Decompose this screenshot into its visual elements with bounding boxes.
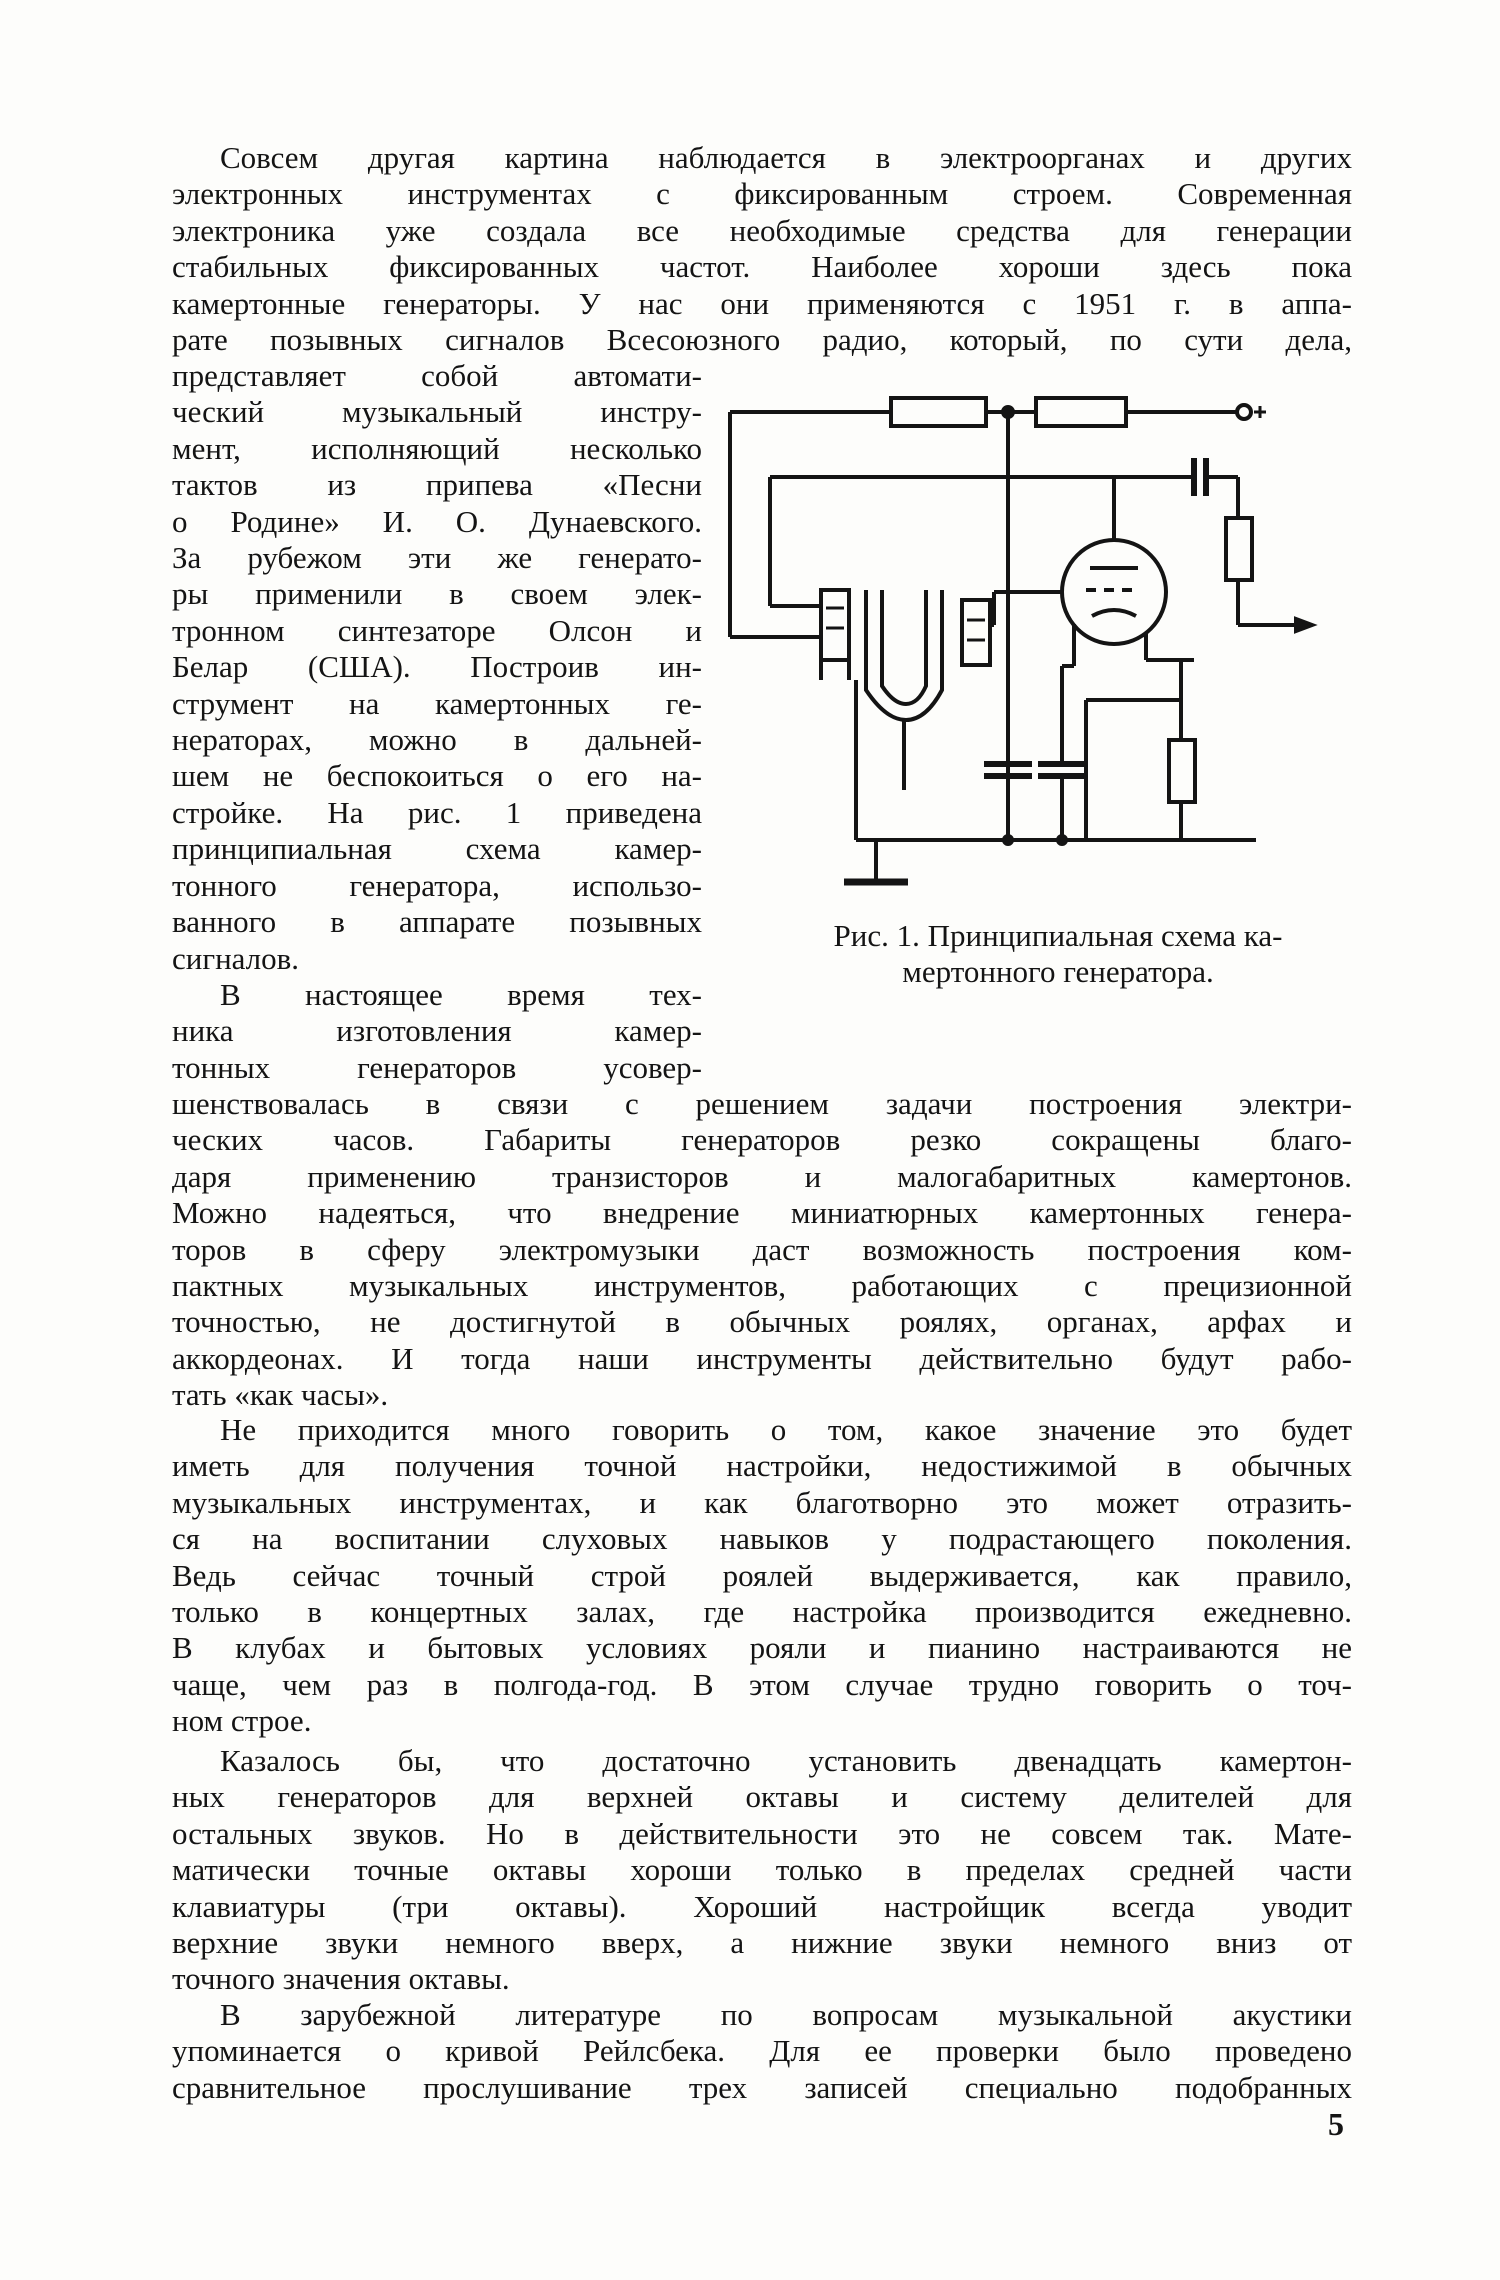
text-line: остальных звуков. Но в действительности это не совсем так. Мате- — [172, 1815, 1352, 1851]
text-line: шенствовалась в связи с решением задачи построения электри- — [172, 1086, 1352, 1121]
text-line: матически точные октавы хороши только в пределах средней части — [172, 1852, 1352, 1888]
tuning-fork-icon — [866, 590, 942, 720]
text-line: тронном синтезаторе Олсон и — [172, 612, 702, 648]
output-arrow-icon — [1296, 619, 1312, 631]
caption-line: Рис. 1. Принципиальная схема ка- — [833, 918, 1283, 953]
text-line: аккордеонах. И тогда наши инструменты действительно будут рабо- — [172, 1340, 1352, 1376]
paragraph-2-full — [172, 1086, 1352, 1414]
resistor-output — [1226, 518, 1252, 580]
caption-line: мертонного генератора. — [902, 954, 1214, 989]
resistor-top-left — [891, 398, 986, 426]
junction-dot — [1058, 836, 1066, 844]
text-line: точностью, не достигнутой в обычных роялях, органах, арфах и — [172, 1304, 1352, 1340]
text-line: камертонные генераторы. У нас они применяются с 1951 г. в аппа- — [172, 285, 1352, 321]
text-line: тонного генератора, использо- — [172, 867, 702, 903]
text-line: принципиальная схема камер- — [172, 831, 702, 867]
paragraph-2-column — [172, 977, 702, 1086]
text-line: только в концертных залах, где настройка производится ежедневно. — [172, 1594, 1352, 1630]
figure-caption — [748, 918, 1368, 990]
text-line: В зарубежной литературе по вопросам музыкальной акустики — [220, 1997, 1352, 2032]
text-line: струмент на камертонных ге- — [172, 685, 702, 721]
text-line: Казалось бы, что достаточно установить двенадцать камертон- — [220, 1743, 1352, 1778]
text-line: стабильных фиксированных частот. Наиболее хороши здесь пока — [172, 249, 1352, 285]
text-line: упоминается о кривой Рейлсбека. Для ее проверки было проведено — [172, 2033, 1352, 2069]
text-line: Можно надеяться, что внедрение миниатюрных камертонных генера- — [172, 1195, 1352, 1231]
text-line: нераторах, можно в дальней- — [172, 722, 702, 758]
text-line: Не приходится много говорить о том, какое значение это будет — [220, 1412, 1352, 1447]
text-line: В клубах и бытовых условиях рояли и пианино настраиваются не — [172, 1630, 1352, 1666]
junction-dot — [1004, 836, 1012, 844]
paragraph-1-column — [172, 358, 702, 977]
text-line: мент, исполняющий несколько — [172, 430, 702, 466]
paragraph-4 — [172, 1743, 1352, 1998]
text-line: пактных музыкальных инструментов, работающих с прецизионной — [172, 1268, 1352, 1304]
text-line: чаще, чем раз в полгода-год. В этом случае трудно говорить о точ- — [172, 1666, 1352, 1702]
resistor-top-right — [1036, 398, 1126, 426]
text-line: клавиатуры (три октавы). Хороший настройщик всегда уводит — [172, 1888, 1352, 1924]
pickup-coil-left — [821, 590, 849, 660]
text-line: сравнительное прослушивание трех записей специально подобранных — [172, 2069, 1352, 2105]
text-line: В настоящее время тех- — [220, 977, 702, 1012]
text-line: ных генераторов для верхней октавы и систему делителей для — [172, 1779, 1352, 1815]
text-line: Совсем другая картина наблюдается в электроорганах и других — [220, 140, 1352, 175]
text-line: ванного в аппарате позывных — [172, 904, 702, 940]
paragraph-3 — [172, 1412, 1352, 1740]
text-line: торов в сферу электромузыки даст возможность построения ком- — [172, 1231, 1352, 1267]
text-line: тонных генераторов усовер- — [172, 1049, 702, 1085]
text-line: верхние звуки немного вверх, а нижние звуки немного вниз от — [172, 1925, 1352, 1961]
paragraph-5 — [172, 1997, 1352, 2106]
text-line: Белар (США). Построив ин- — [172, 649, 702, 685]
paragraph-1-full — [172, 140, 1352, 358]
tuning-fork-generator-schematic — [726, 370, 1346, 900]
text-line: тать «как часы». — [172, 1377, 389, 1413]
text-line: иметь для получения точной настройки, недостижимой в обычных — [172, 1448, 1352, 1484]
text-line: ся на воспитании слуховых навыков у подрастающего поколения. — [172, 1521, 1352, 1557]
text-line: ном строе. — [172, 1703, 312, 1739]
text-line: стройке. На рис. 1 приведена — [172, 794, 702, 830]
text-line: ры применили в своем элек- — [172, 576, 702, 612]
text-line: шем не беспокоиться о его на- — [172, 758, 702, 794]
text-line: За рубежом эти же генерато- — [172, 540, 702, 576]
text-line: даря применению транзисторов и малогабаритных камертонов. — [172, 1158, 1352, 1194]
text-line: рате позывных сигналов Всесоюзного радио, который, по сути дела, — [172, 322, 1352, 358]
text-line: ческий музыкальный инстру- — [172, 394, 702, 430]
text-line: представляет собой автомати- — [172, 358, 702, 393]
text-line: электронных инструментах с фиксированным строем. Современная — [172, 176, 1352, 212]
text-line: электроника уже создала все необходимые средства для генерации — [172, 212, 1352, 248]
output-terminal-icon — [1237, 405, 1251, 419]
text-line: ческих часов. Габариты генераторов резко сокращены благо- — [172, 1122, 1352, 1158]
text-line: тактов из припева «Песни — [172, 467, 702, 503]
page-number: 5 — [1328, 2106, 1344, 2142]
text-line: ника изготовления камер- — [172, 1013, 702, 1049]
text-line: музыкальных инструментах, и как благотворно это может отразить- — [172, 1484, 1352, 1520]
text-line: точного значения октавы. — [172, 1961, 510, 1997]
text-line: Ведь сейчас точный строй роялей выдерживается, как правило, — [172, 1557, 1352, 1593]
pickup-coil-right — [962, 600, 990, 665]
resistor-cathode — [1169, 740, 1195, 802]
text-line: о Родине» И. О. Дунаевского. — [172, 503, 702, 539]
text-line: сигналов. — [172, 940, 300, 976]
